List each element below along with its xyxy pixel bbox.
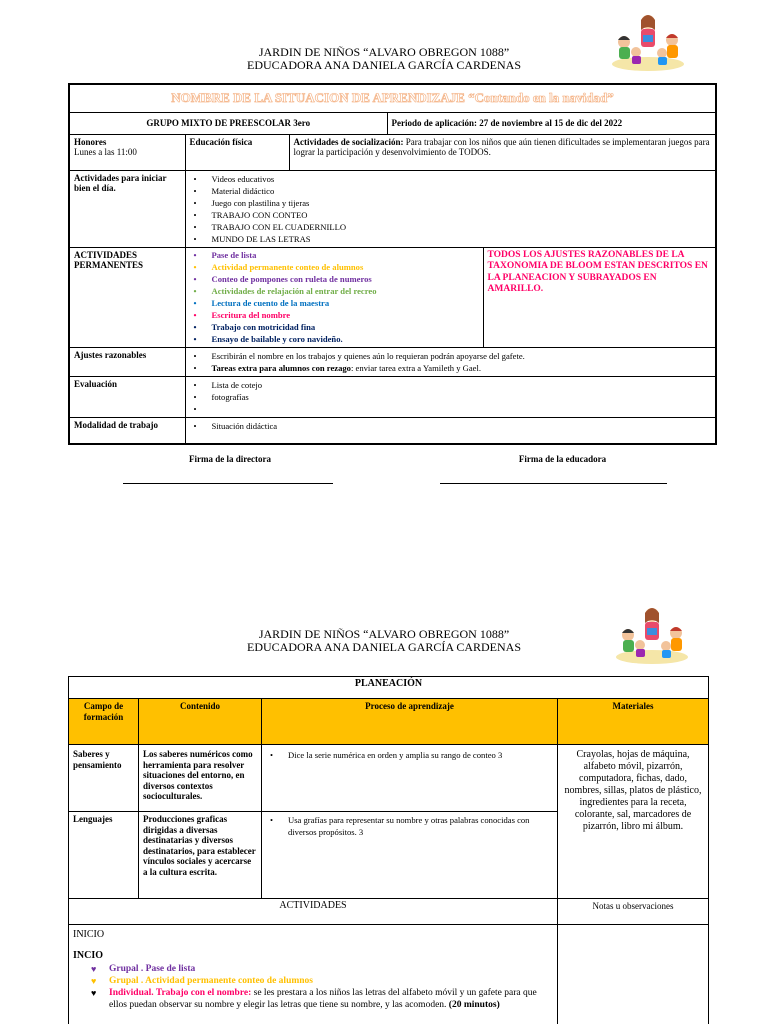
row1-campo: Saberes y pensamiento [69,745,139,812]
list-item: • Material didáctico [190,185,712,197]
kids-reading-illustration [608,10,688,72]
work-mode-cell [185,417,716,444]
list-item: • Conteo de pompones con ruleta de numeros [190,273,479,285]
list-item: • Trabajo con motricidad fina [190,321,479,333]
row2-contenido: Producciones graficas dirigidas a diversas destinatarias y diversos destinatarios, para establecer vínculos sociales y acercarse a la cultura escrita. [139,812,262,899]
extra-homework-label: Tareas extra para alumnos con rezago [211,362,351,373]
list-item: • TRABAJO CON EL CUADERNILLO [190,221,712,233]
activity-item: ♥ Grupal . Actividad permanente conteo de alumnos [73,975,553,987]
work-mode-list [190,420,712,432]
activities-header: ACTIVIDADES [69,899,558,925]
adjustment-item: • Escribirán el nombre en los trabajos y quienes aún lo requieran podrán apoyarse del gafete. [190,350,712,362]
socialization-label: Actividades de socialización: [293,136,404,147]
activities-body [69,925,558,1024]
group-label: GRUPO MIXTO DE PREESCOLAR 3ero [69,112,387,134]
work-mode-label: Modalidad de trabajo [69,417,185,444]
row1-contenido: Los saberes numéricos como herramienta para resolver situaciones del entorno, en diversos contextos socioculturales. [139,745,262,812]
adjustments-label: Ajustes razonables [69,347,185,376]
teacher-name: EDUCADORA ANA DANIELA GARCÍA CARDENAS [246,58,522,72]
inicio-activities [73,963,553,1011]
list-item: • Videos educativos [190,173,712,185]
start-day-label: Actividades para iniciar bien el día. [69,170,185,247]
list-item: • Lectura de cuento de la maestra [190,297,479,309]
honores-cell [69,134,185,170]
adjustments-list [190,350,712,374]
row1-proceso-cell [262,745,558,812]
list-item: • Actividades de relajación al entrar del recreo [190,285,479,297]
individual-text: se les prestara a los niños las letras del alfabeto móvil y un gafete para que ellos puedan observar su nombre y elegir las letras que tiene su nombre, y las acomoden. [109,988,537,1010]
adjustments-cell [185,347,716,376]
school-name: JARDIN DE NIÑOS “ALVARO OBREGON 1088” [258,45,510,59]
inicio-heading: INCIO [73,949,104,961]
evaluation-cell [185,376,716,417]
row2-campo: Lenguajes [69,812,139,899]
col-materiales: Materiales [558,699,709,745]
row1-proceso: • Dice la serie numérica en orden y amplia su rango de conteo 3 [266,749,553,761]
bloom-note: TODOS LOS AJUSTES RAZONABLES DE LA TAXONOMIA DE BLOOM ESTAN DESCRITOS EN LA PLANEACION Y SUBRAYADOS EN AMARILLO. [483,247,716,347]
individual-label: Individual. Trabajo con el nombre: [109,988,252,998]
socialization-cell [289,134,716,170]
permanent-activities [185,247,483,347]
col-proceso: Proceso de aprendizaje [262,699,558,745]
activity-item: ♥ Grupal . Pase de lista [73,963,553,975]
physical-education: Educación física [185,134,289,170]
planning-title: PLANEACIÓN [69,677,709,699]
materials-list: Crayolas, hojas de máquina, alfabeto móvil, pizarrón, computadora, fichas, dado, nombres, sillas, platos de plástico, ingredientes para la receta, colorante, sal, marcadores de pizarrón, libro mi álbum. [558,745,709,899]
teacher-signature-label: Firma de la educadora [518,454,607,464]
row2-proceso-cell [262,812,558,899]
list-item: • Escritura del nombre [190,309,479,321]
teacher-signature-line [440,483,667,484]
row2-proceso: • Usa grafías para representar su nombre y otras palabras conocidas con diversos propósitos. 3 [266,814,553,838]
kids-reading-illustration [612,603,692,665]
start-day-activities [185,170,716,247]
socialization-text: Para trabajar con los niños que aún tienen dificultades se implementaran juegos para lograr la participación y desenvolvimiento de TODOS. [293,136,710,157]
evaluation-label: Evaluación [69,376,185,417]
permanent-activities-label: ACTIVIDADES PERMANENTES [69,247,185,347]
list-item: • Juego con plastilina y tijeras [190,197,712,209]
inicio-label: INICIO [73,929,105,940]
evaluation-list [190,379,712,415]
notes-header: Notas u observaciones [558,899,709,925]
list-item: • TRABAJO CON CONTEO [190,209,712,221]
list-item: • fotografías [190,391,712,403]
list-item: • Pase de lista [190,249,479,261]
notes-body [558,925,709,1024]
col-contenido: Contenido [139,699,262,745]
permanent-activities-list [190,249,479,345]
situation-title: NOMBRE DE LA SITUACION DE APRENDIZAJE “Contando en la navidad” [69,84,716,112]
activity-duration: (20 minutos) [448,1000,500,1010]
teacher-name: EDUCADORA ANA DANIELA GARCÍA CARDENAS [246,640,522,654]
list-item [190,403,712,415]
col-campo: Campo de formación [69,699,139,745]
director-signature-line [123,483,333,484]
list-item: • Ensayo de bailable y coro navideño. [190,333,479,345]
planning-table [68,676,709,1024]
list-item: • Lista de cotejo [190,379,712,391]
list-item: • Situación didáctica [190,420,712,432]
list-item: • Actividad permanente conteo de alumnos [190,261,479,273]
start-day-list [190,173,712,245]
school-name: JARDIN DE NIÑOS “ALVARO OBREGON 1088” [258,627,510,641]
honores-time: Lunes a las 11:00 [74,147,137,157]
list-item: • MUNDO DE LAS LETRAS [190,233,712,245]
application-period: Periodo de aplicación: 27 de noviembre al 15 de dic del 2022 [387,112,716,134]
extra-homework-text: : enviar tarea extra a Yamileth y Gael. [350,362,482,373]
honores-title: Honores [74,136,107,147]
activity-item [73,987,553,1011]
learning-situation-table [68,83,717,445]
director-signature-label: Firma de la directora [188,454,272,464]
adjustment-item [190,362,712,374]
